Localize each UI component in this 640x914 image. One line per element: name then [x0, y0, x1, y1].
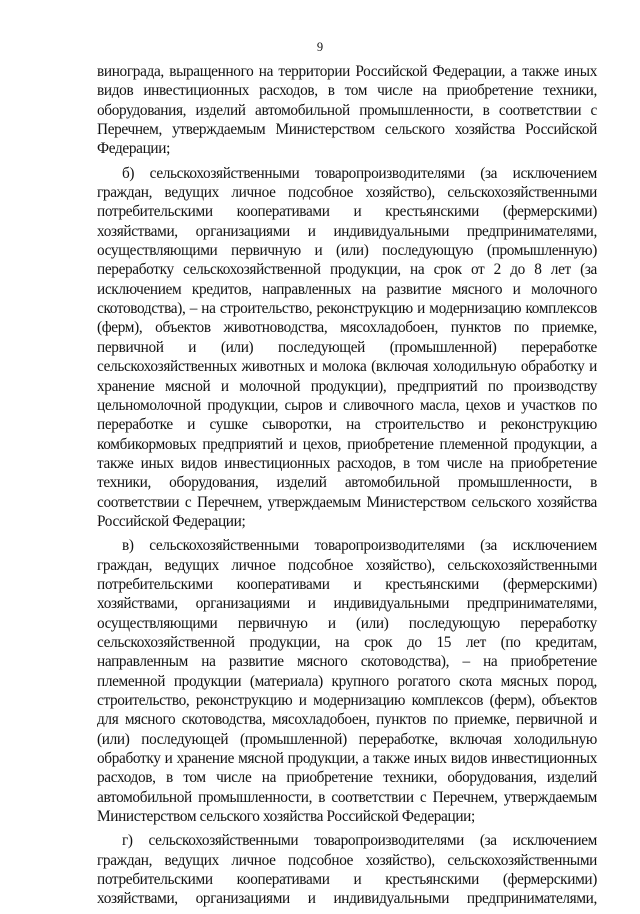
page-number: 9	[316, 40, 324, 54]
paragraph-b: б) сельскохозяйственными товаропроизводителями (за исключением граждан, ведущих личное подсобное хозяйство), сельскохозяйственными потребительскими кооперативами и крестьянскими (фермерскими) хозяйствами, организациями и индивидуальными предпринимателями, осуществляющими первичную и (или) последующую (промышленную) переработку сельскохозяйственной продукции, на срок от 2 до 8 лет (за исключением кредитов, направленных на развитие мясного и молочного скотоводства), – на строительство, реконструкцию и модернизацию комплексов (ферм), объектов животноводства, мясохладобоен, пунктов по приемке, первичной и (или) последующей (промышленной) переработке сельскохозяйственных животных и молока (включая холодильную обработку и хранение мясной и молочной продукции), предприятий по производству цельномолочной продукции, сыров и сливочного масла, цехов и участков по переработке и сушке сыворотки, на строительство и реконструкцию комбикормовых предприятий и цехов, приобретение племенной продукции, а также иных видов инвестиционных расходов, в том числе на приобретение техники, оборудования, изделий автомобильной промышленности, в соответствии с Перечнем, утверждаемым Министерством сельского хозяйства Российской Федерации;	[97, 164, 597, 530]
body-text	[97, 62, 597, 914]
paragraph-g: г) сельскохозяйственными товаропроизводителями (за исключением граждан, ведущих личное подсобное хозяйство), сельскохозяйственными потребительскими кооперативами и крестьянскими (фермерскими) хозяйствами, организациями и индивидуальными предпринимателями,	[97, 832, 597, 908]
paragraph-continuation: винограда, выращенного на территории Российской Федерации, а также иных видов инвестиционных расходов, в том числе на приобретение техники, оборудования, изделий автомобильной промышленности, в соответствии с Перечнем, утверждаемым Министерством сельского хозяйства Российской Федерации;	[97, 63, 597, 158]
paragraph-v: в) сельскохозяйственными товаропроизводителями (за исключением граждан, ведущих личное подсобное хозяйство), сельскохозяйственными потребительскими кооперативами и крестьянскими (фермерскими) хозяйствами, организациями и индивидуальными предпринимателями, осуществляющими первичную и (или) последующую переработку сельскохозяйственной продукции, на срок до 15 лет (по кредитам, направленным на развитие мясного скотоводства), – на приобретение племенной продукции (материала) крупного рогатого скота мясных пород, строительство, реконструкцию и модернизацию комплексов (ферм), объектов для мясного скотоводства, мясохладобоен, пунктов по приемке, первичной и (или) последующей (промышленной) переработке, включая холодильную обработку и хранение мясной продукции, а также иных видов инвестиционных расходов, в том числе на приобретение техники, оборудования, изделий автомобильной промышленности, в соответствии с Перечнем, утверждаемым Министерством сельского хозяйства Российской Федерации;	[97, 537, 597, 826]
